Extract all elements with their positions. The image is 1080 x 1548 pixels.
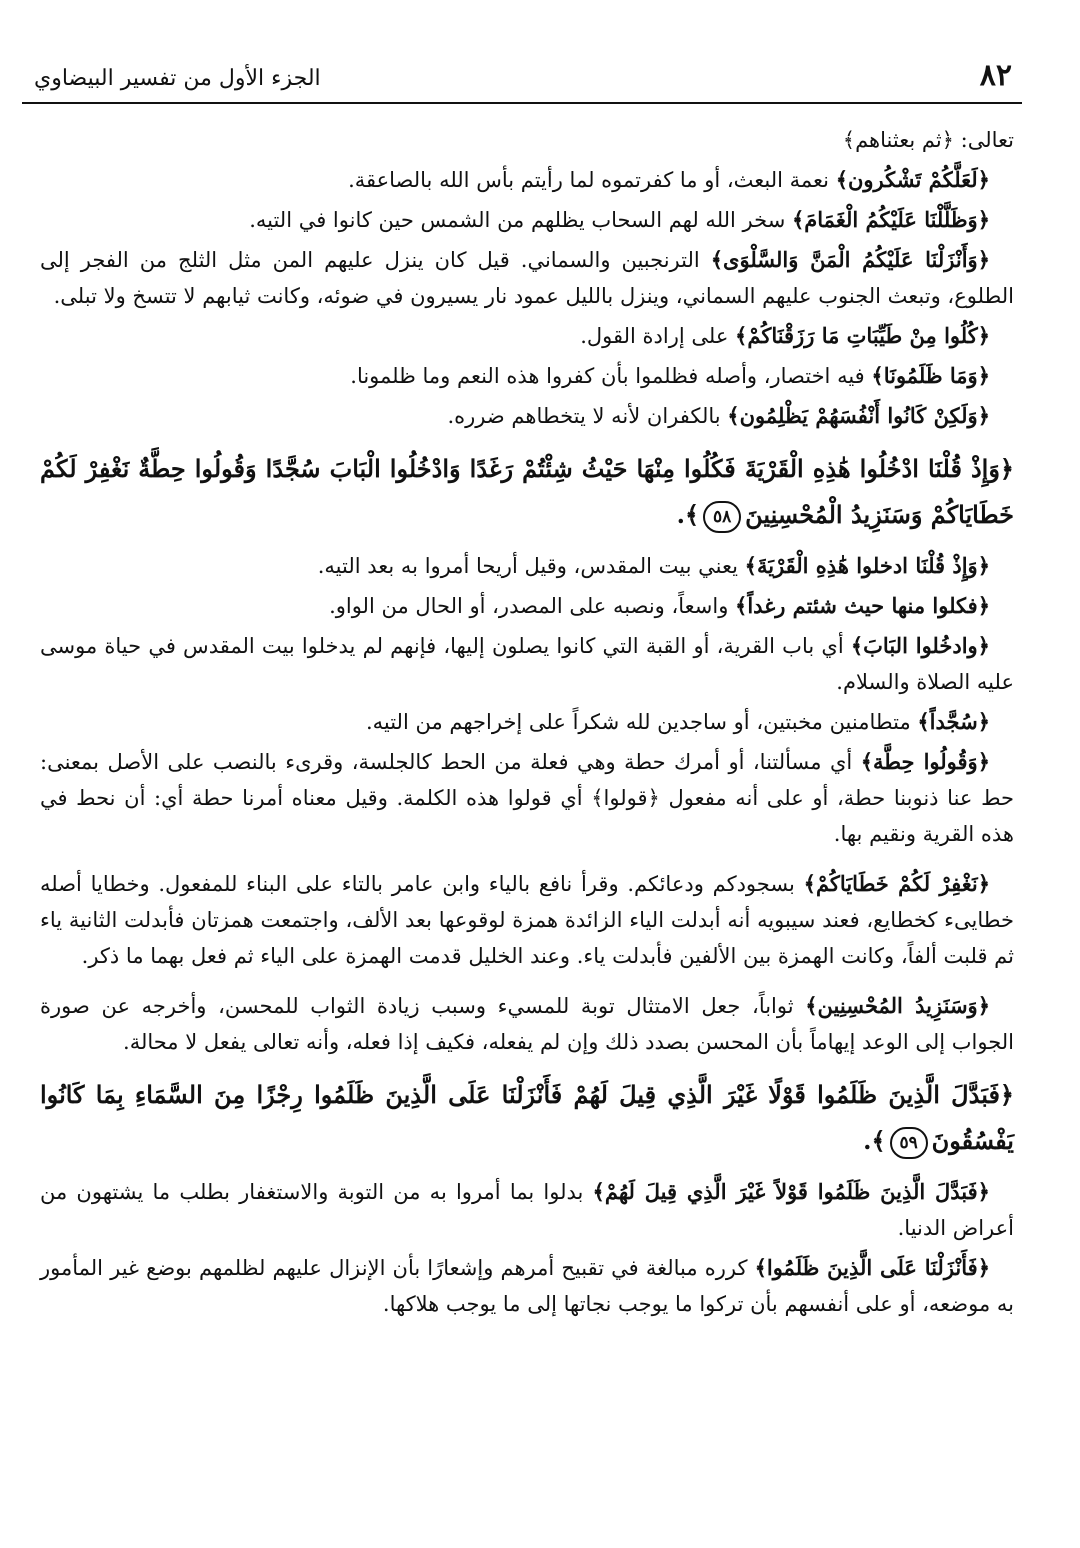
commentary-text: ثواباً، جعل الامتثال توبة للمسيء وسبب زيادة الثواب للمحسن، وأخرجه عن صورة الجواب إلى الوعد إيهاماً بأن المحسن بصدد ذلك وإن لم يفعله، فكيف إذا فعله، وأنه تعالى يفعل لا محالة.: [40, 994, 1014, 1054]
commentary-paragraph: [40, 628, 1014, 700]
commentary-paragraph: [40, 704, 1014, 740]
quoted-phrase: ﴿لَعَلَّكُمْ تَشْكُرون﴾: [835, 167, 990, 192]
quran-verse: [40, 1072, 1014, 1164]
commentary-text: على إرادة القول.: [580, 324, 736, 348]
commentary-paragraph: [40, 866, 1014, 974]
page-number: ٨٢: [979, 58, 1012, 93]
quoted-phrase: ﴿وَظَلَّلْنَا عَلَيْكُمُ الْغَمَامَ﴾: [791, 207, 990, 232]
commentary-paragraph: [40, 122, 1014, 158]
commentary-paragraph: [40, 744, 1014, 852]
verse-text: ﴿فَبَدَّلَ الَّذِينَ ظَلَمُوا قَوْلًا غَيْرَ الَّذِي قِيلَ لَهُمْ فَأَنْزَلْنَا عَلَى الَّذِينَ ظَلَمُوا رِجْزًا مِنَ السَّمَاءِ بِمَا كَانُوا يَفْسُقُونَ: [40, 1080, 1014, 1155]
commentary-paragraph: [40, 358, 1014, 394]
commentary-text: أي مسألتنا، أو أمرك حطة وهي فعلة من الحط كالجلسة، وقرىء بالنصب على الأصل بمعنى: حط عنا ذنوبنا حطة، أو على أنه مفعول ﴿قولوا﴾ أي قولوا هذه الكلمة. وقيل معناه أمرنا حطة أي: أن نحط في هذه القرية ونقيم بها.: [40, 750, 1014, 846]
commentary-text: أي باب القرية، أو القبة التي كانوا يصلون إليها، فإنهم لم يدخلوا بيت المقدس في حياة موسى عليه الصلاة والسلام.: [40, 634, 1014, 694]
ayah-number-badge: ٥٩: [890, 1127, 928, 1159]
quoted-phrase: ﴿كُلُوا مِنْ طَيِّبَاتِ مَا رَزَقْنَاكُمْ﴾: [735, 323, 990, 348]
ayah-number-badge: ٥٨: [703, 501, 741, 533]
commentary-paragraph: [40, 988, 1014, 1060]
commentary-paragraph: [40, 398, 1014, 434]
commentary-text: كرره مبالغة في تقبيح أمرهم وإشعارًا بأن الإنزال عليهم لظلمهم بوضع غير المأمور به موضعه، أو على أنفسهم بأن تركوا ما يوجب نجاتها إلى ما يوجب هلاكها.: [40, 1256, 1014, 1316]
quoted-phrase: ﴿سُجَّداً﴾: [917, 709, 990, 734]
verse-end: ﴾.: [676, 500, 700, 529]
commentary-paragraph: [40, 1250, 1014, 1322]
commentary-text: بدلوا بما أمروا به من التوبة والاستغفار بطلب ما يشتهون من أعراض الدنيا.: [40, 1180, 1014, 1240]
commentary-text: سخر الله لهم السحاب يظلهم من الشمس حين كانوا في التيه.: [249, 208, 792, 232]
commentary-text: متطامنين مخبتين، أو ساجدين لله شكراً على إخراجهم من التيه.: [365, 710, 918, 734]
commentary-paragraph: [40, 1174, 1014, 1246]
page-header: [22, 52, 1022, 104]
commentary-text: يعني بيت المقدس، وقيل أريحا أمروا به بعد التيه.: [317, 554, 745, 578]
commentary-paragraph: [40, 242, 1014, 314]
quoted-phrase: ﴿فَأَنْزَلْنَا عَلَى الَّذِينَ ظَلَمُوا﴾: [754, 1255, 991, 1280]
quoted-phrase: ﴿وَأَنْزَلْنَا عَلَيْكُمُ الْمَنَّ وَالسَّلْوَى﴾: [710, 247, 990, 272]
quoted-phrase: ﴿وَسَنَزِيدُ المُحْسِنِين﴾: [805, 993, 990, 1018]
commentary-text: بالكفران لأنه لا يتخطاهم ضرره.: [447, 404, 728, 428]
commentary-paragraph: [40, 162, 1014, 198]
commentary-text: تعالى: ﴿ثم بعثناهم﴾: [842, 128, 1014, 152]
commentary-paragraph: [40, 318, 1014, 354]
commentary-text: نعمة البعث، أو ما كفرتموه لما رأيتم بأس الله بالصاعقة.: [348, 168, 836, 192]
commentary-text: بسجودكم ودعائكم. وقرأ نافع بالياء وابن عامر بالتاء على البناء للمفعول. وخطايا أصله خطايىء كخطايع، فعند سيبويه أنه أبدلت الياء الزائدة همزة لوقوعها بعد الألف، واجتمعت همزتان فأبدلت الثانية ياء ثم قلبت ألفاً، وكانت الهمزة بين الألفين فأبدلت ياء. وعند الخليل قدمت الهمزة على الياء ثم فعل بهما ما ذكر.: [40, 872, 1014, 968]
quoted-phrase: ﴿وَلَكِنْ كَانُوا أَنْفُسَهُمْ يَظْلِمُون﴾: [727, 403, 990, 428]
page-body: [40, 122, 1014, 1326]
verse-end: ﴾.: [863, 1126, 886, 1155]
quoted-phrase: ﴿نَغْفِرْ لَكُمْ خَطَايَاكُمْ﴾: [803, 871, 990, 896]
quoted-phrase: ﴿وَقُولُوا حِطَّة﴾: [860, 749, 990, 774]
commentary-text: الترنجبين والسماني. قيل كان ينزل عليهم المن مثل الثلج من الفجر إلى الطلوع، وتبعث الجنوب عليهم السماني، وينزل بالليل عمود نار يسيرون في ضوئه، وكانت ثيابهم لا تتسخ ولا تبلى.: [40, 248, 1014, 308]
quoted-phrase: ﴿فكلوا منها حيث شئتم رغداً﴾: [735, 593, 990, 618]
quoted-phrase: ﴿وَمَا ظَلَمُونَا﴾: [871, 363, 990, 388]
quoted-phrase: ﴿فَبَدَّلَ الَّذِينَ ظَلَمُوا قَوْلاً غَيْرَ الَّذِي قِيلَ لَهُمْ﴾: [592, 1179, 990, 1204]
quran-verse: [40, 446, 1014, 538]
commentary-text: فيه اختصار، وأصله فظلموا بأن كفروا هذه النعم وما ظلمونا.: [350, 364, 872, 388]
quoted-phrase: ﴿وَإِذْ قُلْنَا ادخلوا هَٰذِهِ الْقَرْيَةَ﴾: [744, 553, 990, 578]
commentary-paragraph: [40, 588, 1014, 624]
commentary-paragraph: [40, 202, 1014, 238]
commentary-paragraph: [40, 548, 1014, 584]
commentary-text: واسعاً، ونصبه على المصدر، أو الحال من الواو.: [329, 594, 736, 618]
quoted-phrase: ﴿وادخُلوا البَابَ﴾: [850, 633, 990, 658]
verse-text: ﴿وَإِذْ قُلْنَا ادْخُلُوا هَٰذِهِ الْقَرْيَةَ فَكُلُوا مِنْهَا حَيْثُ شِئْتُمْ رَغَدًا وَادْخُلُوا الْبَابَ سُجَّدًا وَقُولُوا حِطَّةٌ نَغْفِرْ لَكُمْ خَطَايَاكُمْ وَسَنَزِيدُ الْمُحْسِنِينَ: [40, 454, 1014, 529]
running-title: الجزء الأول من تفسير البيضاوي: [34, 66, 321, 91]
